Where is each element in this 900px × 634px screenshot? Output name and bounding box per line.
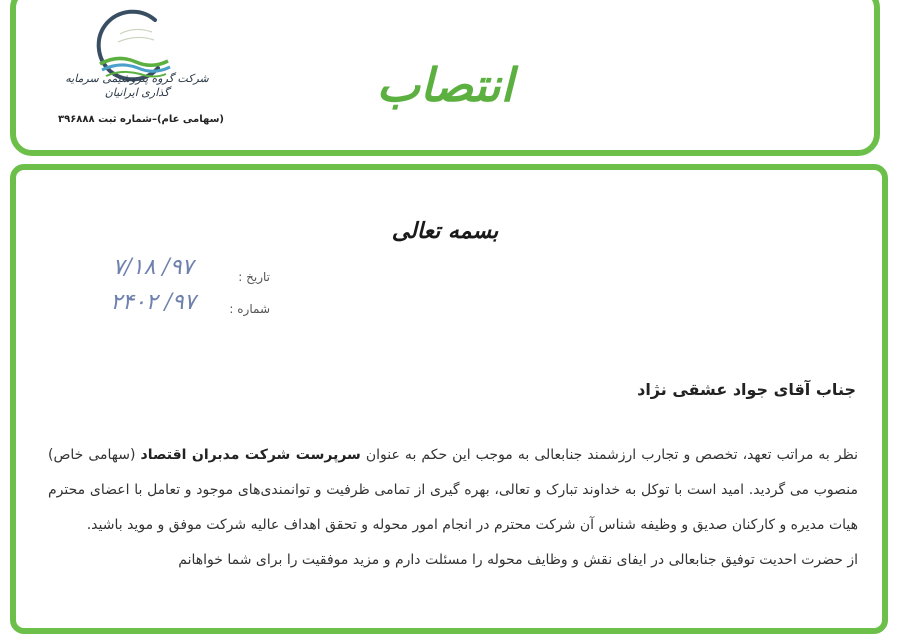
number-value: ۹۷/ ۲۴۰۲: [110, 290, 196, 315]
recipient-name: جناب آقای جواد عشقی نژاد: [637, 380, 856, 399]
number-label: شماره :: [229, 302, 270, 316]
company-name: شرکت گروه پتروشیمی سرمایه گذاری ایرانیان: [65, 72, 209, 99]
date-label: تاریخ :: [238, 270, 270, 284]
company-registration: (سهامی عام)–شماره ثبت ۳۹۶۸۸۸: [58, 114, 224, 125]
body-text-part2: (سهامی خاص) منصوب می گردید. امید است با توکل به خداوند تبارک و تعالی، بهره گیری از تمامی ظرفیت و توانمندی‌های موجود و تعامل با اعضای محترم هیات مدیره و کارکنان صدیق و وظیفه شناس آن شرکت محترم در انجام امور محوله و تحقق اهداف عالیه شرکت موفق و موید باشید.: [48, 447, 858, 533]
date-value: ۹۷/ ۷/۱۸: [112, 255, 194, 280]
document-title: انتصاب: [376, 58, 514, 112]
body-bold-position: سرپرست شرکت مدبران اقتصاد: [140, 447, 361, 463]
letter-body: [48, 438, 858, 578]
body-text-part1: نظر به مراتب تعهد، تخصص و تجارب ارزشمند جنابعالی به موجب این حکم به عنوان: [360, 447, 858, 463]
bismillah-heading: بسمه تعالی: [391, 218, 499, 244]
body-text-part3: از حضرت احدیت توفیق جنابعالی در ایفای نقش و وظایف محوله را مسئلت دارم و مزید موفقیت را برای شما خواهانم: [178, 552, 858, 568]
